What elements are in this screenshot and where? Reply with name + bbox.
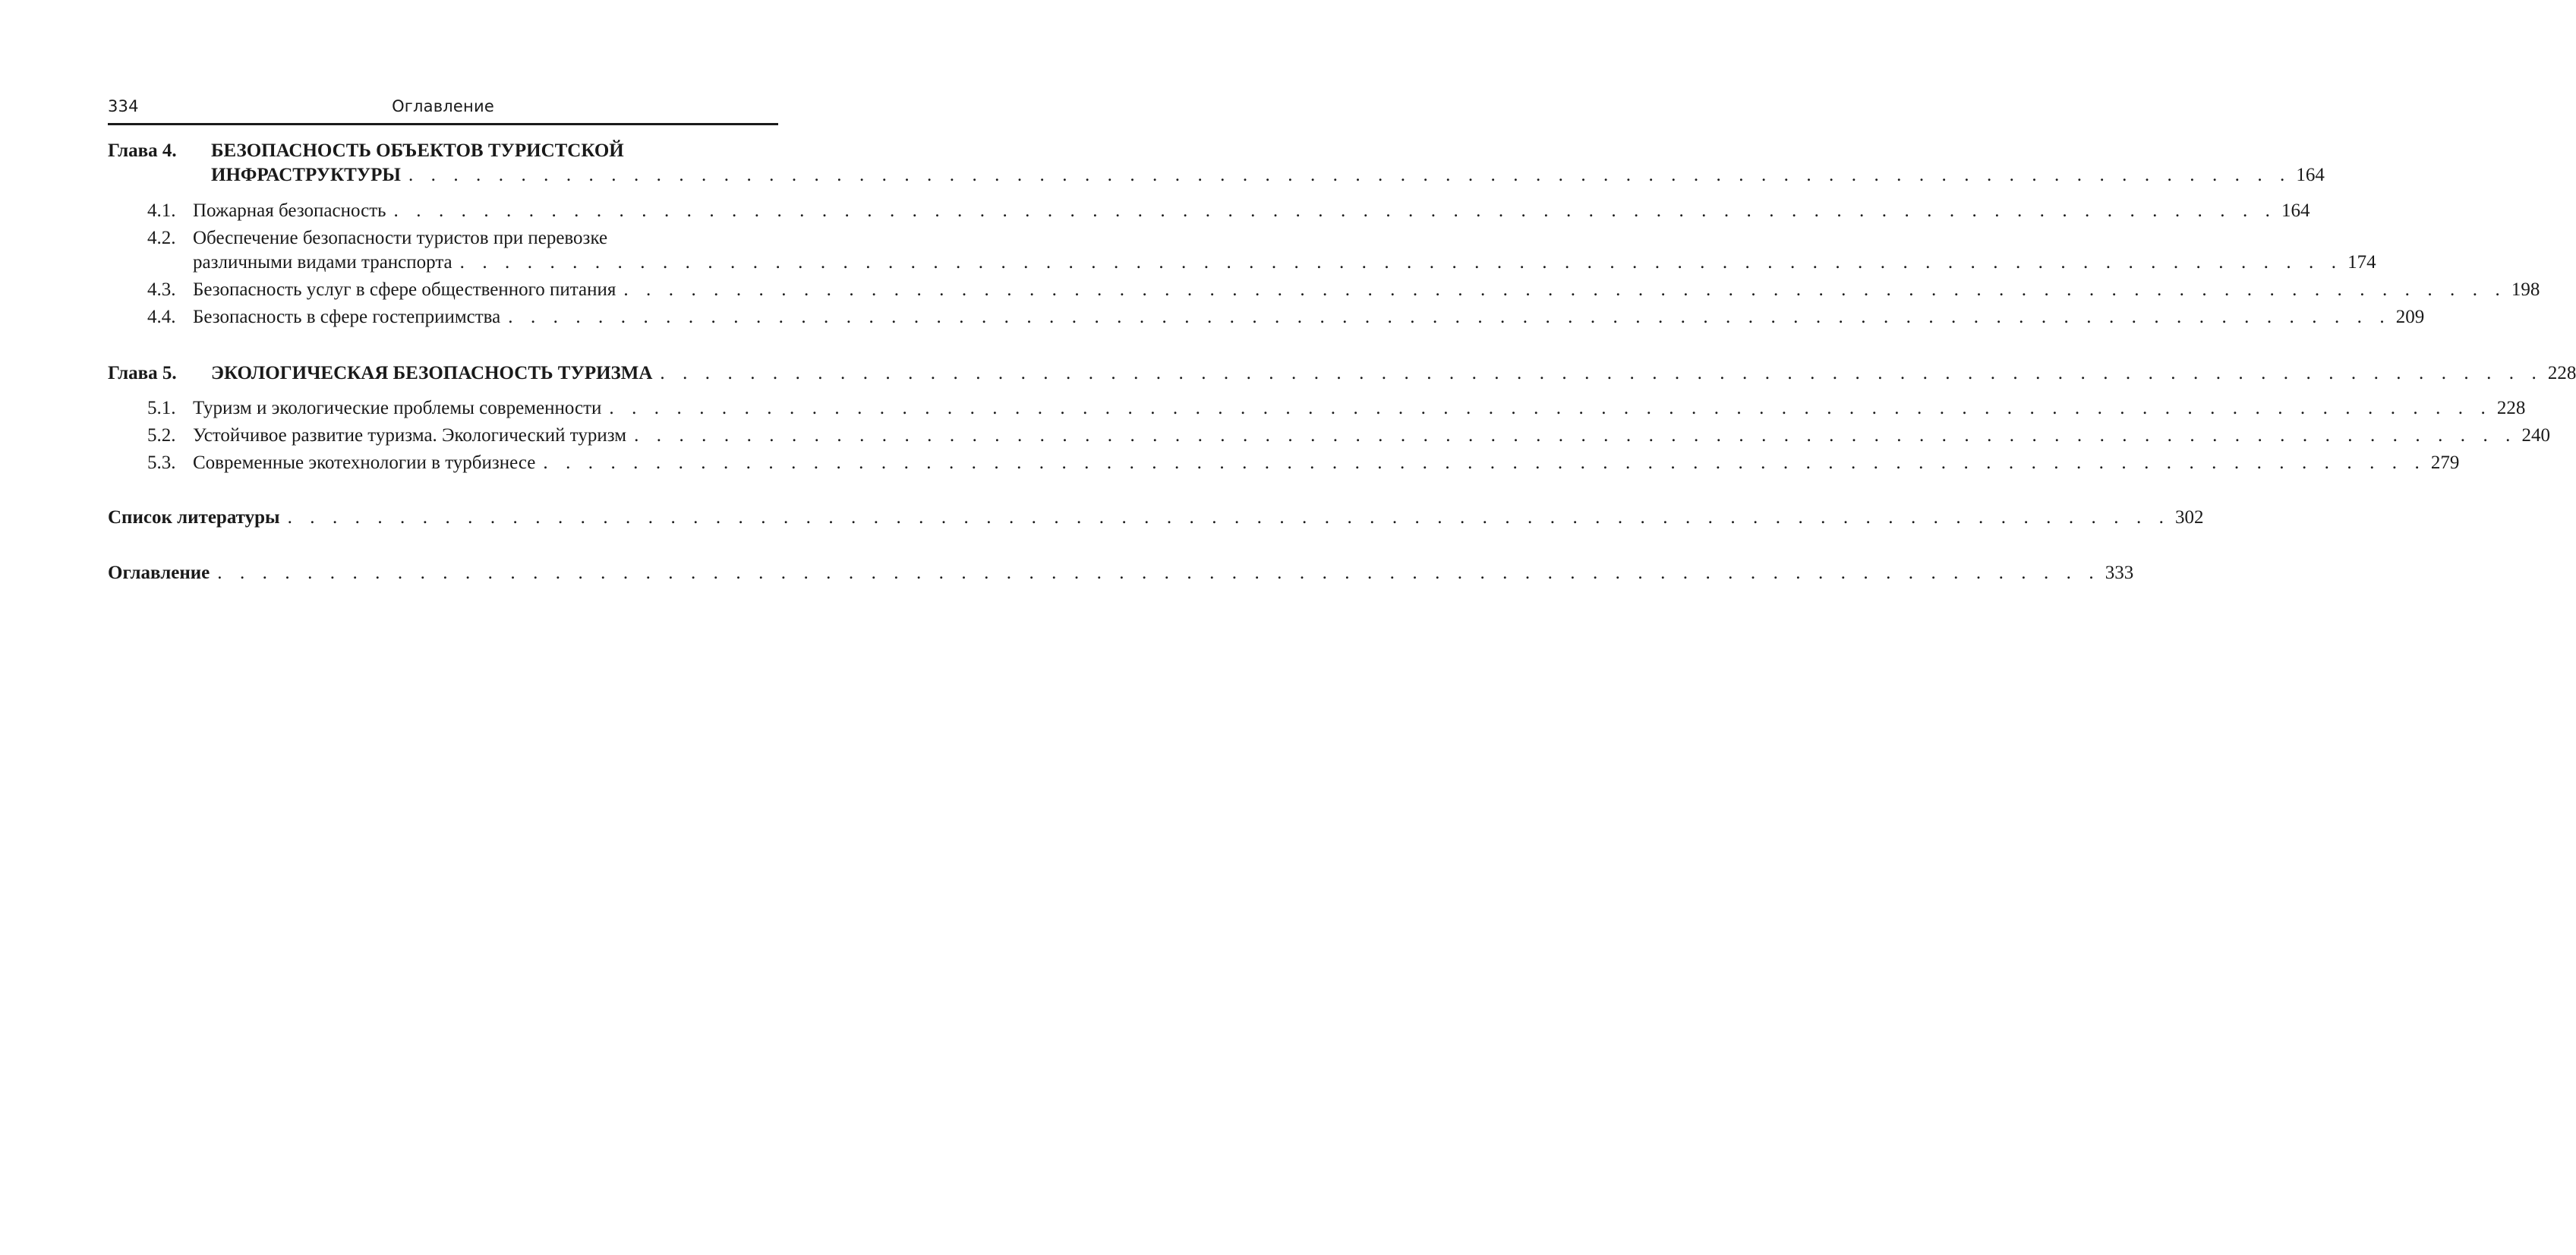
chapter-label: Глава 4. — [108, 140, 177, 161]
page-ref: 209 — [2395, 307, 2425, 327]
section-number: 4.4. — [147, 307, 176, 327]
chapter-label: Глава 5. — [108, 363, 177, 383]
dot-leader: . . . . . . . . . . . . . . . . . . . . . . . . . . . . . . . . . . . . . . . . . . . . . . . . . . . . . . . . . . . . . . . . . . . . . . . . . . . . . . . . . . . . — [217, 563, 2101, 583]
toc-section-4-4[interactable] — [108, 305, 2425, 330]
page-ref: 333 — [2105, 563, 2134, 583]
page-ref: 164 — [2281, 200, 2310, 221]
section-number: 5.3. — [147, 452, 176, 473]
toc-entry-line — [193, 278, 2540, 302]
dot-leader: . . . . . . . . . . . . . . . . . . . . . . . . . . . . . . . . . . . . . . . . . . . . . . . . . . . . . . . . . . . . . . . . . . . . . . . . . . . . . . . . . . . . — [634, 425, 2518, 446]
dot-leader: . . . . . . . . . . . . . . . . . . . . . . . . . . . . . . . . . . . . . . . . . . . . . . . . . . . . . . . . . . . . . . . . . . . . . . . . . . . . . . . . . . . . — [543, 452, 2426, 473]
page-number: 334 — [108, 97, 139, 115]
dot-leader: . . . . . . . . . . . . . . . . . . . . . . . . . . . . . . . . . . . . . . . . . . . . . . . . . . . . . . . . . . . . . . . . . . . . . . . . . . . . . . . . . . . . — [459, 252, 2343, 273]
chapter-title: ИНФРАСТРУКТУРЫ — [211, 165, 401, 185]
toc-chapter4-heading[interactable] — [108, 139, 778, 163]
section-title: Устойчивое развитие туризма. Экологический туризм — [193, 425, 627, 446]
section-title: различными видами транспорта — [193, 252, 452, 273]
section-number: 4.1. — [147, 200, 176, 221]
entry-title: Список литературы — [108, 507, 280, 528]
toc-entry-line — [211, 361, 2576, 386]
section-number: 5.1. — [147, 398, 176, 418]
entry-title: Оглавление — [108, 563, 210, 583]
toc-contents[interactable] — [108, 561, 2134, 585]
header-rule — [108, 123, 778, 125]
dot-leader: . . . . . . . . . . . . . . . . . . . . . . . . . . . . . . . . . . . . . . . . . . . . . . . . . . . . . . . . . . . . . . . . . . . . . . . . . . . . . . . . . . . . — [609, 398, 2492, 418]
toc-section-4-3[interactable] — [108, 278, 2540, 302]
section-title: Современные экотехнологии в турбизнесе — [193, 452, 536, 473]
dot-leader: . . . . . . . . . . . . . . . . . . . . . . . . . . . . . . . . . . . . . . . . . . . . . . . . . . . . . . . . . . . . . . . . . . . . . . . . . . . . . . . . . . . . — [660, 363, 2543, 383]
toc-entry-line — [108, 561, 2134, 585]
section-title: Пожарная безопасность — [193, 200, 386, 221]
toc-entry-line — [193, 424, 2551, 448]
section-title: Туризм и экологические проблемы современности — [193, 398, 602, 418]
dot-leader: . . . . . . . . . . . . . . . . . . . . . . . . . . . . . . . . . . . . . . . . . . . . . . . . . . . . . . . . . . . . . . . . . . . . . . . . . . . . . . . . . . . . — [508, 307, 2392, 327]
toc-section-4-2-line2[interactable] — [108, 251, 2376, 275]
dot-leader: . . . . . . . . . . . . . . . . . . . . . . . . . . . . . . . . . . . . . . . . . . . . . . . . . . . . . . . . . . . . . . . . . . . . . . . . . . . . . . . . . . . . — [408, 165, 2291, 185]
dot-leader: . . . . . . . . . . . . . . . . . . . . . . . . . . . . . . . . . . . . . . . . . . . . . . . . . . . . . . . . . . . . . . . . . . . . . . . . . . . . . . . . . . . . — [393, 200, 2277, 221]
running-title: Оглавление — [392, 97, 494, 115]
page-ref: 164 — [2296, 165, 2325, 185]
toc-entry-line — [193, 396, 2526, 421]
page-ref: 240 — [2521, 425, 2551, 446]
toc-entry-line — [193, 451, 2460, 475]
toc-entry-line — [193, 305, 2425, 330]
running-header — [108, 97, 778, 123]
toc-chapter5-heading[interactable] — [108, 361, 2576, 386]
page-ref: 228 — [2547, 363, 2576, 383]
page-ref: 302 — [2175, 507, 2204, 528]
toc-entry-line — [211, 163, 2325, 188]
section-number: 4.2. — [147, 228, 176, 248]
page-ref: 228 — [2496, 398, 2526, 418]
page-ref: 198 — [2511, 279, 2540, 300]
dot-leader: . . . . . . . . . . . . . . . . . . . . . . . . . . . . . . . . . . . . . . . . . . . . . . . . . . . . . . . . . . . . . . . . . . . . . . . . . . . . . . . . . . . . — [623, 279, 2507, 300]
toc-entry-line — [193, 251, 2376, 275]
section-number: 5.2. — [147, 425, 176, 446]
toc-chapter4-heading-line2[interactable] — [108, 163, 2325, 188]
section-title: Безопасность в сфере гостеприимства — [193, 307, 501, 327]
chapter-title: ЭКОЛОГИЧЕСКАЯ БЕЗОПАСНОСТЬ ТУРИЗМА — [211, 363, 653, 383]
toc-section-5-1[interactable] — [108, 396, 2526, 421]
section-title: Обеспечение безопасности туристов при перевозке — [193, 228, 608, 248]
toc-entry-line — [193, 199, 2310, 223]
toc-section-5-3[interactable] — [108, 451, 2460, 475]
chapter-title: БЕЗОПАСНОСТЬ ОБЪЕКТОВ ТУРИСТСКОЙ — [211, 140, 624, 161]
toc-bibliography[interactable] — [108, 506, 2204, 530]
page-ref: 174 — [2347, 252, 2376, 273]
page-ref: 279 — [2430, 452, 2460, 473]
toc-entry-line — [108, 506, 2204, 530]
toc-section-5-2[interactable] — [108, 424, 2551, 448]
section-title: Безопасность услуг в сфере общественного питания — [193, 279, 616, 300]
toc-section-4-1[interactable] — [108, 199, 2310, 223]
section-number: 4.3. — [147, 279, 176, 300]
dot-leader: . . . . . . . . . . . . . . . . . . . . . . . . . . . . . . . . . . . . . . . . . . . . . . . . . . . . . . . . . . . . . . . . . . . . . . . . . . . . . . . . . . . . — [287, 507, 2171, 528]
toc-section-4-2[interactable] — [108, 226, 778, 251]
